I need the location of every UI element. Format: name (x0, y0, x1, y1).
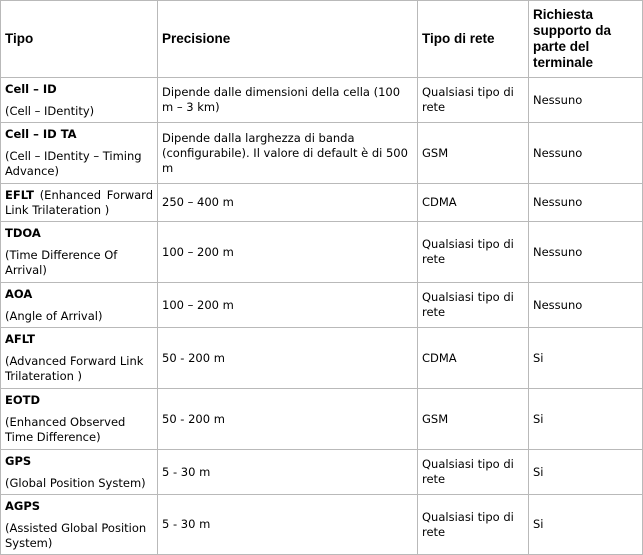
network-cell: Qualsiasi tipo di rete (418, 495, 529, 555)
table-row (1, 450, 643, 495)
method-full-name: (Cell – IDentity) (5, 103, 95, 118)
method-name: EFLT (5, 187, 34, 202)
method-cell (1, 283, 158, 328)
method-name: AGPS (5, 498, 41, 513)
method-full-name: (Enhanced Observed Time Difference) (5, 415, 126, 444)
table-row (1, 78, 643, 123)
method-full-name-line2: Link Trilateration ) (5, 202, 110, 217)
support-cell: Si (529, 328, 643, 389)
method-name: TDOA (5, 226, 41, 240)
method-cell (1, 389, 158, 450)
method-full-name: (Assisted Global Position System) (5, 520, 147, 550)
method-full-name: (Global Position System) (5, 475, 146, 490)
support-cell: Nessuno (529, 184, 643, 222)
method-full-name: (Time Difference Of Arrival) (5, 248, 118, 277)
table-row (1, 389, 643, 450)
support-cell: Nessuno (529, 222, 643, 283)
precision-cell: Dipende dalle dimensioni della cella (100 m – 3 km) (158, 78, 418, 123)
method-cell (1, 78, 158, 123)
method-full-name: (Cell – IDentity – Timing Advance) (5, 149, 142, 178)
table-row (1, 222, 643, 283)
support-cell: Nessuno (529, 283, 643, 328)
network-cell: Qualsiasi tipo di rete (418, 222, 529, 283)
precision-cell: 100 – 200 m (158, 222, 418, 283)
method-name: AOA (5, 286, 33, 301)
header-richiesta-supporto: Richiesta supporto da parte del terminale (529, 1, 643, 78)
header-tipo-di-rete: Tipo di rete (418, 1, 529, 78)
method-cell (1, 450, 158, 495)
support-cell: Nessuno (529, 78, 643, 123)
table-row (1, 283, 643, 328)
method-full-name: (Angle of Arrival) (5, 308, 103, 323)
support-cell: Si (529, 450, 643, 495)
method-cell (1, 184, 158, 222)
precision-cell: 5 - 30 m (158, 495, 418, 555)
network-cell: CDMA (418, 328, 529, 389)
method-name: Cell – ID TA (5, 127, 77, 141)
precision-cell: 5 - 30 m (158, 450, 418, 495)
support-cell: Si (529, 389, 643, 450)
method-full-name-line1: (Enhanced Forward (39, 187, 153, 202)
table-row (1, 495, 643, 555)
precision-cell: 100 – 200 m (158, 283, 418, 328)
network-cell: CDMA (418, 184, 529, 222)
method-name: Cell – ID (5, 81, 57, 96)
method-name: GPS (5, 453, 32, 468)
header-precisione: Precisione (158, 1, 418, 78)
method-full-name: (Advanced Forward Link Trilateration ) (5, 354, 144, 383)
table-header-row (1, 1, 643, 78)
method-name: EOTD (5, 393, 41, 407)
header-tipo: Tipo (1, 1, 158, 78)
network-cell: GSM (418, 389, 529, 450)
table-row (1, 123, 643, 184)
method-cell (1, 123, 158, 184)
method-cell (1, 222, 158, 283)
network-cell: Qualsiasi tipo di rete (418, 283, 529, 328)
precision-cell: 50 - 200 m (158, 328, 418, 389)
table-row (1, 184, 643, 222)
precision-cell: 50 - 200 m (158, 389, 418, 450)
method-cell (1, 495, 158, 555)
support-cell: Si (529, 495, 643, 555)
method-cell (1, 328, 158, 389)
support-cell: Nessuno (529, 123, 643, 184)
network-cell: Qualsiasi tipo di rete (418, 78, 529, 123)
precision-cell: 250 – 400 m (158, 184, 418, 222)
method-name: AFLT (5, 332, 36, 346)
table-row (1, 328, 643, 389)
network-cell: GSM (418, 123, 529, 184)
precision-cell: Dipende dalla larghezza di banda (configurabile). Il valore di default è di 500 m (158, 123, 418, 184)
network-cell: Qualsiasi tipo di rete (418, 450, 529, 495)
